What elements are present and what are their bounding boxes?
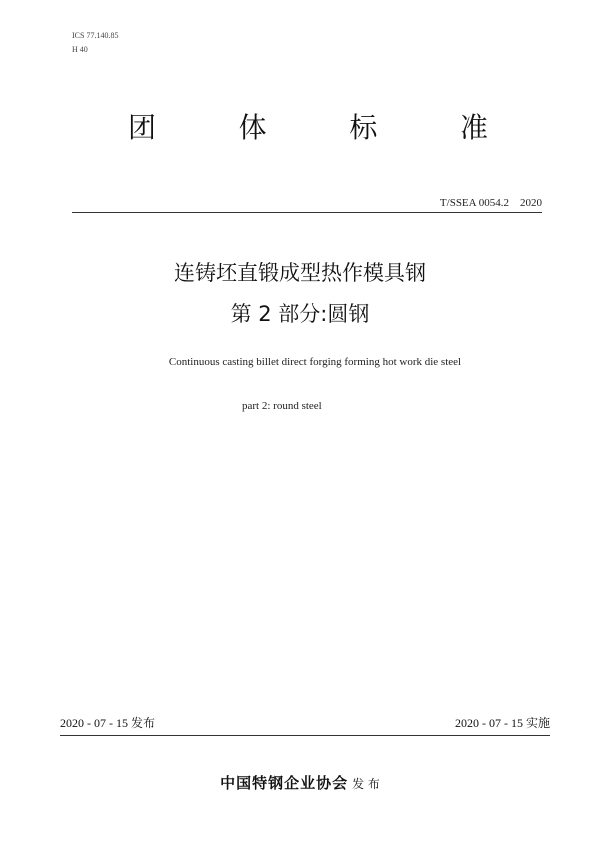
standard-type-heading xyxy=(128,108,488,148)
publisher-name: 中国特钢企业协会 xyxy=(220,774,349,792)
standard-type-char: 标 xyxy=(349,111,378,144)
implementation-date: 2020 - 07 - 15 实施 xyxy=(455,716,550,730)
standard-type-char: 体 xyxy=(238,111,267,144)
ccs-code: H 40 xyxy=(72,45,88,54)
english-part-title: part 2: round steel xyxy=(242,400,322,412)
chinese-part-title: 第 2 部分:圆钢 xyxy=(230,302,370,326)
standard-number: T/SSEA 0054.2 2020 xyxy=(439,197,542,209)
english-title: Continuous casting billet direct forging forming hot work die steel xyxy=(168,356,462,368)
standard-type-char: 准 xyxy=(459,111,488,144)
issue-date: 2020 - 07 - 15 发布 xyxy=(60,716,155,730)
publisher-suffix: 发 布 xyxy=(352,777,380,791)
top-divider xyxy=(72,212,542,213)
publisher-line xyxy=(0,772,600,795)
chinese-title: 连铸坯直锻成型热作模具钢 xyxy=(174,261,426,285)
standard-type-char: 团 xyxy=(128,111,157,144)
ics-code: ICS 77.140.85 xyxy=(72,31,119,40)
bottom-divider xyxy=(60,735,550,736)
